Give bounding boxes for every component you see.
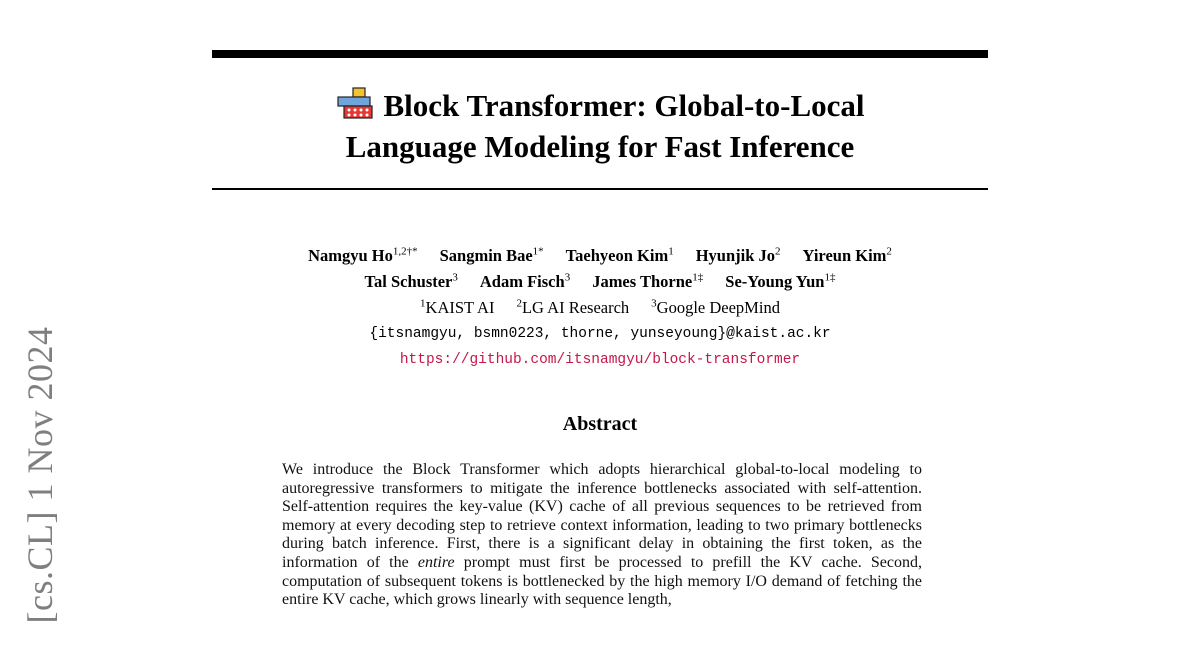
author-emails: {itsnamgyu, bsmn0223, thorne, yunseyoung}@kaist.ac.kr — [369, 326, 831, 342]
author-block — [200, 243, 1000, 373]
title-line-1: Block Transformer: Global-to-Local — [383, 88, 865, 123]
author-sup: 2 — [886, 245, 892, 258]
title-rule — [212, 188, 988, 190]
affil-sup: 3 — [651, 297, 657, 310]
author-sup: 1‡ — [824, 271, 836, 284]
top-rule — [212, 50, 988, 58]
author-name: Namgyu Ho — [308, 246, 393, 265]
author-sup: 1* — [532, 245, 544, 258]
abstract-text: We introduce the Block Transformer which adopts hierarchical global-to-local modeling to autoregressive transformers to mitigate the inference bottlenecks associated with self-attention. Self-attention requires the key-value (KV) cache of all previous sequences to be retrieved from memory at every decoding step to retrieve context information, leading to two primary bottlenecks during batch inference. First, there is a significant delay in obtaining the first token, as the information of the — [282, 461, 922, 571]
repo-link[interactable]: https://github.com/itsnamgyu/block-transformer — [399, 352, 801, 368]
affil-sup: 2 — [516, 297, 522, 310]
affiliation: KAIST AI — [425, 298, 495, 317]
author-name: James Thorne — [592, 272, 693, 291]
author-sup: 1 — [668, 245, 674, 258]
author-name: Yireun Kim — [802, 246, 887, 265]
abstract-text: prompt must first be processed to prefill the KV cache. Second, computation of subsequent tokens is bottlenecked by the high memory I/O demand of fetching the entire KV cache, which grows linearly with sequence length, — [282, 553, 922, 609]
abstract-heading: Abstract — [562, 413, 638, 435]
author-sup: 3 — [564, 271, 571, 284]
affiliation: LG AI Research — [521, 298, 630, 317]
author-sup: 1,2†* — [392, 245, 418, 258]
author-row-2 — [200, 269, 1000, 295]
paper-title — [212, 86, 988, 165]
author-name: Hyunjik Jo — [695, 246, 776, 265]
affiliation: Google DeepMind — [656, 298, 780, 317]
abstract-emphasis: entire — [417, 553, 455, 571]
author-name: Tal Schuster — [364, 272, 453, 291]
block-bricks-icon — [335, 86, 375, 128]
author-sup: 3 — [452, 271, 458, 284]
author-name: Sangmin Bae — [439, 246, 533, 265]
author-name: Adam Fisch — [479, 272, 565, 291]
abstract-body — [282, 461, 922, 610]
author-sup: 2 — [775, 245, 781, 258]
author-row-1 — [200, 243, 1000, 269]
affil-sup: 1 — [420, 297, 426, 310]
affiliations — [200, 295, 1000, 321]
arxiv-stamp: [cs.CL] 1 Nov 2024 — [20, 326, 60, 624]
author-name: Se-Young Yun — [725, 272, 825, 291]
author-name: Taehyeon Kim — [565, 246, 669, 265]
author-sup: 1‡ — [692, 271, 704, 284]
title-line-2: Language Modeling for Fast Inference — [345, 129, 855, 164]
